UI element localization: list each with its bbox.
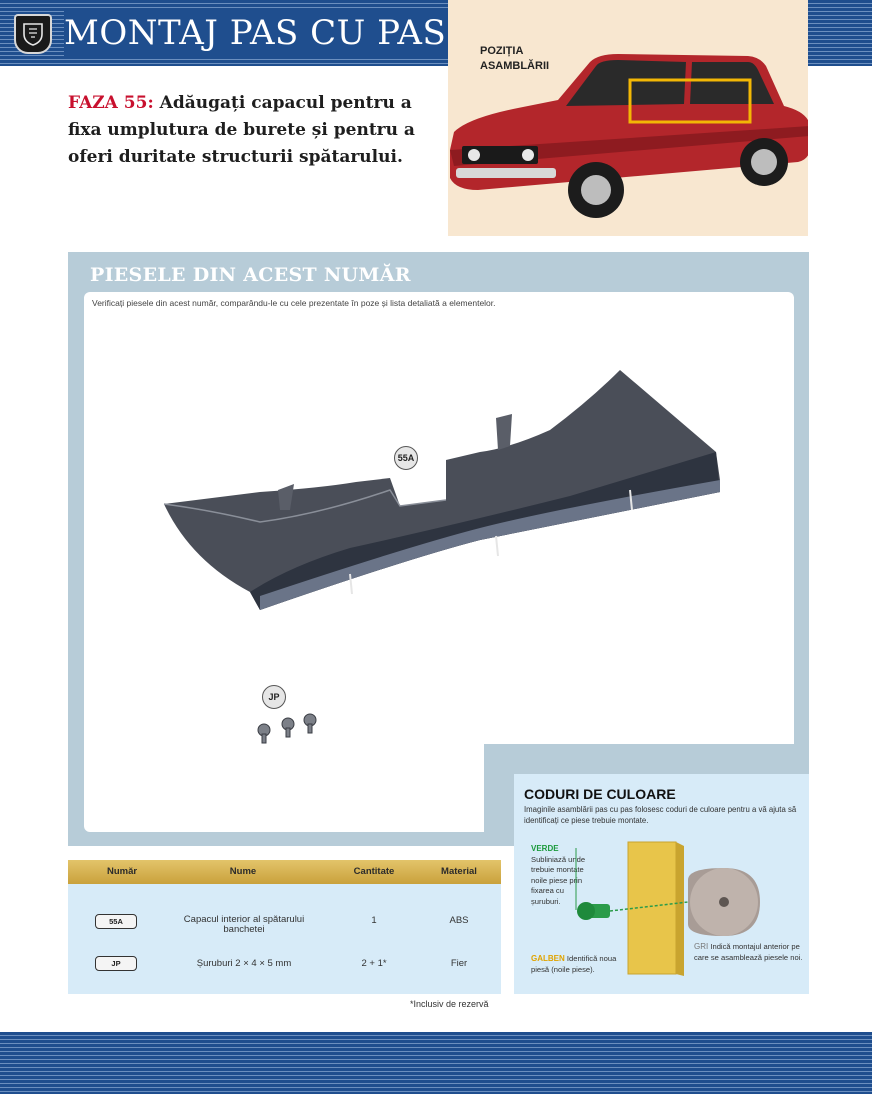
yellow-code	[531, 954, 631, 975]
table-header	[68, 860, 501, 884]
grey-code-key: GRI	[694, 942, 709, 951]
color-codes-panel	[514, 774, 809, 994]
col-header-number: Număr	[106, 866, 138, 877]
green-code-text: Subliniază unde trebuie montate noile piese prin fixarea cu șuruburi.	[531, 854, 586, 906]
shield-icon	[22, 22, 44, 46]
screws-illustration	[250, 708, 330, 748]
header-stripe-band-right	[808, 0, 872, 66]
table-footnote: *Inclusiv de rezervă	[410, 999, 489, 1009]
assembly-position-label: POZIȚIA ASAMBLĂRII	[480, 45, 550, 72]
green-code-key: VERDE	[531, 844, 559, 853]
col-header-material: Material	[441, 866, 477, 877]
car-illustration	[448, 0, 808, 236]
part-55a-illustration	[150, 360, 750, 660]
col-header-quantity: Cantitate	[353, 866, 395, 877]
parts-subtitle: Verificați piesele din acest număr, comparându-le cu cele prezentate în poze și lista detaliată a elementelor.	[92, 298, 496, 308]
grey-code-text: Indică montajul anterior pe care se asamblează piesele noi.	[694, 942, 803, 962]
phase-instruction	[68, 90, 440, 171]
parts-table	[68, 860, 501, 994]
part-quantity: 1	[371, 915, 377, 926]
phase-number: FAZA 55:	[68, 93, 154, 113]
dacia-logo	[14, 14, 52, 54]
part-label-jp: JP	[262, 685, 286, 709]
part-quantity: 2 + 1*	[361, 958, 387, 969]
color-codes-subtitle: Imaginile asamblării pas cu pas folosesc coduri de culoare pentru a vă ajuta să identificați ce piese trebuie montate.	[524, 805, 797, 825]
assembly-position-panel	[448, 0, 808, 236]
part-label-55a: 55A	[394, 446, 418, 470]
part-code: 55A	[95, 914, 137, 929]
color-codes-title: CODURI DE CULOARE	[524, 786, 676, 802]
part-material: Fier	[450, 958, 468, 969]
part-material: ABS	[449, 915, 469, 926]
footer-stripe-band	[0, 1032, 872, 1094]
grey-code	[694, 942, 806, 963]
part-name: Șuruburi 2 × 4 × 5 mm	[196, 958, 292, 969]
part-code: JP	[95, 956, 137, 971]
col-header-name: Nume	[229, 866, 257, 877]
part-name: Capacul interior al spătarului banchetei	[183, 914, 305, 935]
yellow-code-text: Identifică noua piesă (noile piese).	[531, 954, 617, 974]
phase-text: Adăugați capacul pentru a fixa umplutura de burete și pentru a oferi duritate structurii spătarului.	[68, 93, 415, 167]
page-title: MONTAJ PAS CU PAS	[64, 10, 456, 56]
yellow-code-key: GALBEN	[531, 954, 565, 963]
parts-title: PIESELE DIN ACEST NUMĂR	[90, 264, 411, 286]
